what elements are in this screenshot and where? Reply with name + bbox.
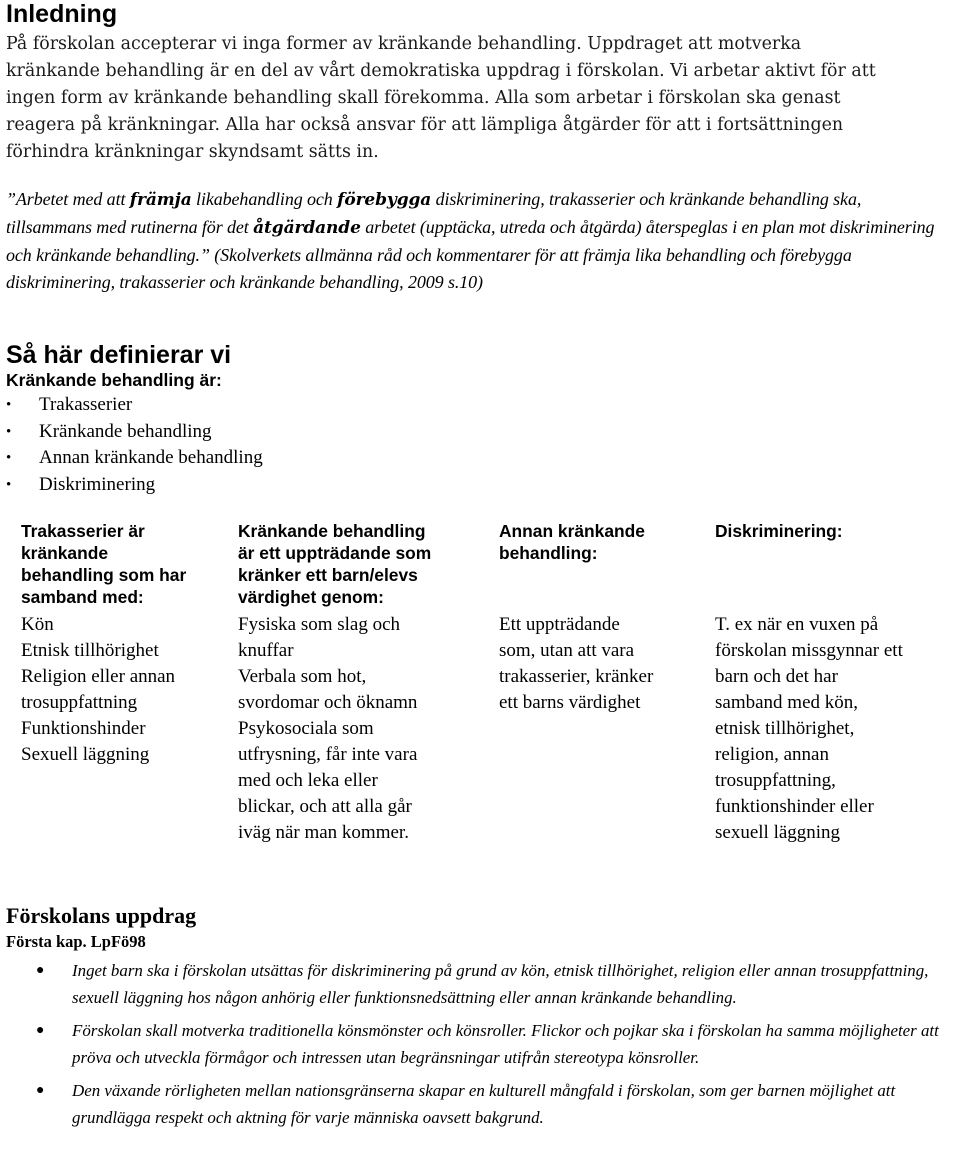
column-body-line: Funktionshinder [21,718,146,739]
column-body-line: förskolan missgynnar ett [715,640,903,661]
column-body-line: T. ex när en vuxen på [715,614,879,635]
column-heading-line: kränkande [21,543,108,563]
column-body-line: svordomar och öknamn [238,692,418,713]
list-item [6,392,263,419]
intro-line: kränkande behandling är en del av vårt demokratiska uppdrag i förskolan. Vi arbetar aktivt för att [6,61,876,81]
column-body-line: Verbala som hot, [238,666,367,687]
bullet-icon: • [6,397,12,413]
intro-line: ingen form av kränkande behandling skall förekomma. Alla som arbetar i förskolan ska genast [6,88,841,108]
column-body-line: knuffar [238,640,294,661]
list-item-text: Kränkande behandling [39,420,212,442]
quote-emphasis: åtgärdande [253,218,361,238]
column-body [715,612,960,846]
intro-line: På förskolan accepterar vi inga former av kränkande behandling. Uppdraget att motverka [6,34,802,54]
bullet-icon: ● [36,963,45,978]
column-body-line: barn och det har [715,666,838,687]
list-item-text: Förskolan skall motverka traditionella könsmönster och könsroller. Flickor och pojkar ska i förskolan ha samma möjligheter att pröva och utveckla förmågor och intressen utan begränsningar utifrån stereotypa könsroller. [72,1021,939,1067]
column-heading-line: Kränkande behandling [238,521,426,541]
list-item-text: Annan kränkande behandling [39,447,263,468]
bullet-icon: • [6,450,12,466]
column-heading [238,520,458,608]
list-item [6,419,263,446]
column-body-line: trosuppfattning, [715,770,836,791]
column-body-line: sexuell läggning [715,822,841,843]
intro-line: reagera på kränkningar. Alla har också ansvar för att lämpliga åtgärder för att i fortsättningen [6,115,844,135]
list-item-text: Den växande rörligheten mellan nationsgränserna skapar en kulturell mångfald i förskolan, som ger barnen möjlighet att grundlägga respekt och aktning för varje människa oavsett bakgrund. [72,1081,896,1127]
list-item [6,472,263,499]
column-body [21,612,221,768]
quote-text: ”Arbetet med att [6,189,130,209]
column-body-line: etnisk tillhörighet, [715,718,855,739]
bullet-icon: ● [36,1023,45,1038]
column-body-line: ett barns värdighet [499,692,641,713]
list-item-text: Diskriminering [39,473,156,495]
column-body-line: Religion eller annan [21,666,176,687]
column-heading-line: Trakasserier är [21,521,145,541]
bullet-icon: • [6,423,12,440]
quote-text: arbetet (upptäcka, utreda och åtgärda) återspeglas i en plan mot diskriminering och kränkande behandling.” (Skolverkets allmänna råd och kommentarer för att främja lika behandling och förebygga diskriminering, trakasserier och kränkande behandling, 2009 s.10) [6,217,935,292]
column-body-line: blickar, och att alla går [238,796,412,817]
list-item [6,1078,946,1131]
column-body-line: Fysiska som slag och [238,614,401,635]
quote-paragraph [6,186,936,296]
column-krankande-behandling [238,520,458,846]
column-body-line: utfrysning, får inte vara [238,744,418,765]
column-annan-krankande [499,520,699,716]
column-body-line: Ett uppträdande [499,614,620,635]
column-body-line: trakasserier, kränker [499,666,654,687]
column-heading-line: behandling som har [21,565,187,585]
definition-list [6,392,263,498]
list-item [6,445,263,472]
column-body-line: religion, annan [715,744,829,765]
page-title: Inledning [6,0,118,28]
column-heading-line: är ett uppträdande som [238,543,432,563]
list-item [6,958,946,1011]
column-heading-line: kränker ett barn/elevs [238,565,418,585]
bullet-icon: • [6,476,12,493]
column-heading [21,520,221,608]
column-heading-line: samband med: [21,587,144,607]
uppdrag-subheading: Första kap. LpFö98 [6,932,146,951]
quote-text: likabehandling och [191,189,338,209]
column-body-line: Etnisk tillhörighet [21,640,159,661]
column-body-line: som, utan att vara [499,640,635,661]
column-body-line: Sexuell läggning [21,744,150,765]
column-heading-line: värdighet genom: [238,587,384,607]
column-heading-line: behandling: [499,543,598,563]
bullet-icon: ● [36,1083,45,1098]
quote-emphasis: främja [129,190,192,210]
column-body-line: Kön [21,614,54,635]
column-body [499,612,699,716]
quote-text: diskriminering, trakasserier och kränkande behandling ska, tillsammans med rutinerna för det [6,189,862,237]
column-trakasserier [21,520,221,768]
list-item [6,1018,946,1071]
column-diskriminering [715,520,960,846]
column-heading [715,520,960,542]
column-body-line: funktionshinder eller [715,796,874,817]
column-body-line: samband med kön, [715,692,859,713]
column-body-line: med och leka eller [238,770,378,791]
intro-paragraph [6,31,951,166]
uppdrag-list [6,958,946,1138]
column-body [238,612,458,846]
column-body-line: trosuppfattning [21,692,138,713]
column-heading-line: Annan kränkande [499,521,645,541]
column-body-line: Psykosociala som [238,718,374,739]
definition-heading: Så här definierar vi [6,341,232,369]
list-item-text: Trakasserier [39,394,133,415]
quote-emphasis: förebygga [337,190,432,210]
column-heading-line: Diskriminering: [715,521,843,541]
intro-line: förhindra kränkningar skyndsamt sätts in. [6,142,379,162]
column-heading [499,520,699,564]
definition-subheading: Kränkande behandling är: [6,370,222,390]
list-item-text: Inget barn ska i förskolan utsättas för diskriminering på grund av kön, etnisk tillhörighet, religion eller annan trosuppfattning, sexuell läggning hos någon anhörig eller funktionsnedsättning eller annan kränkande behandling. [72,961,929,1007]
column-body-line: iväg när man kommer. [238,822,409,843]
definition-columns [0,520,960,860]
uppdrag-heading: Förskolans uppdrag [6,903,197,928]
